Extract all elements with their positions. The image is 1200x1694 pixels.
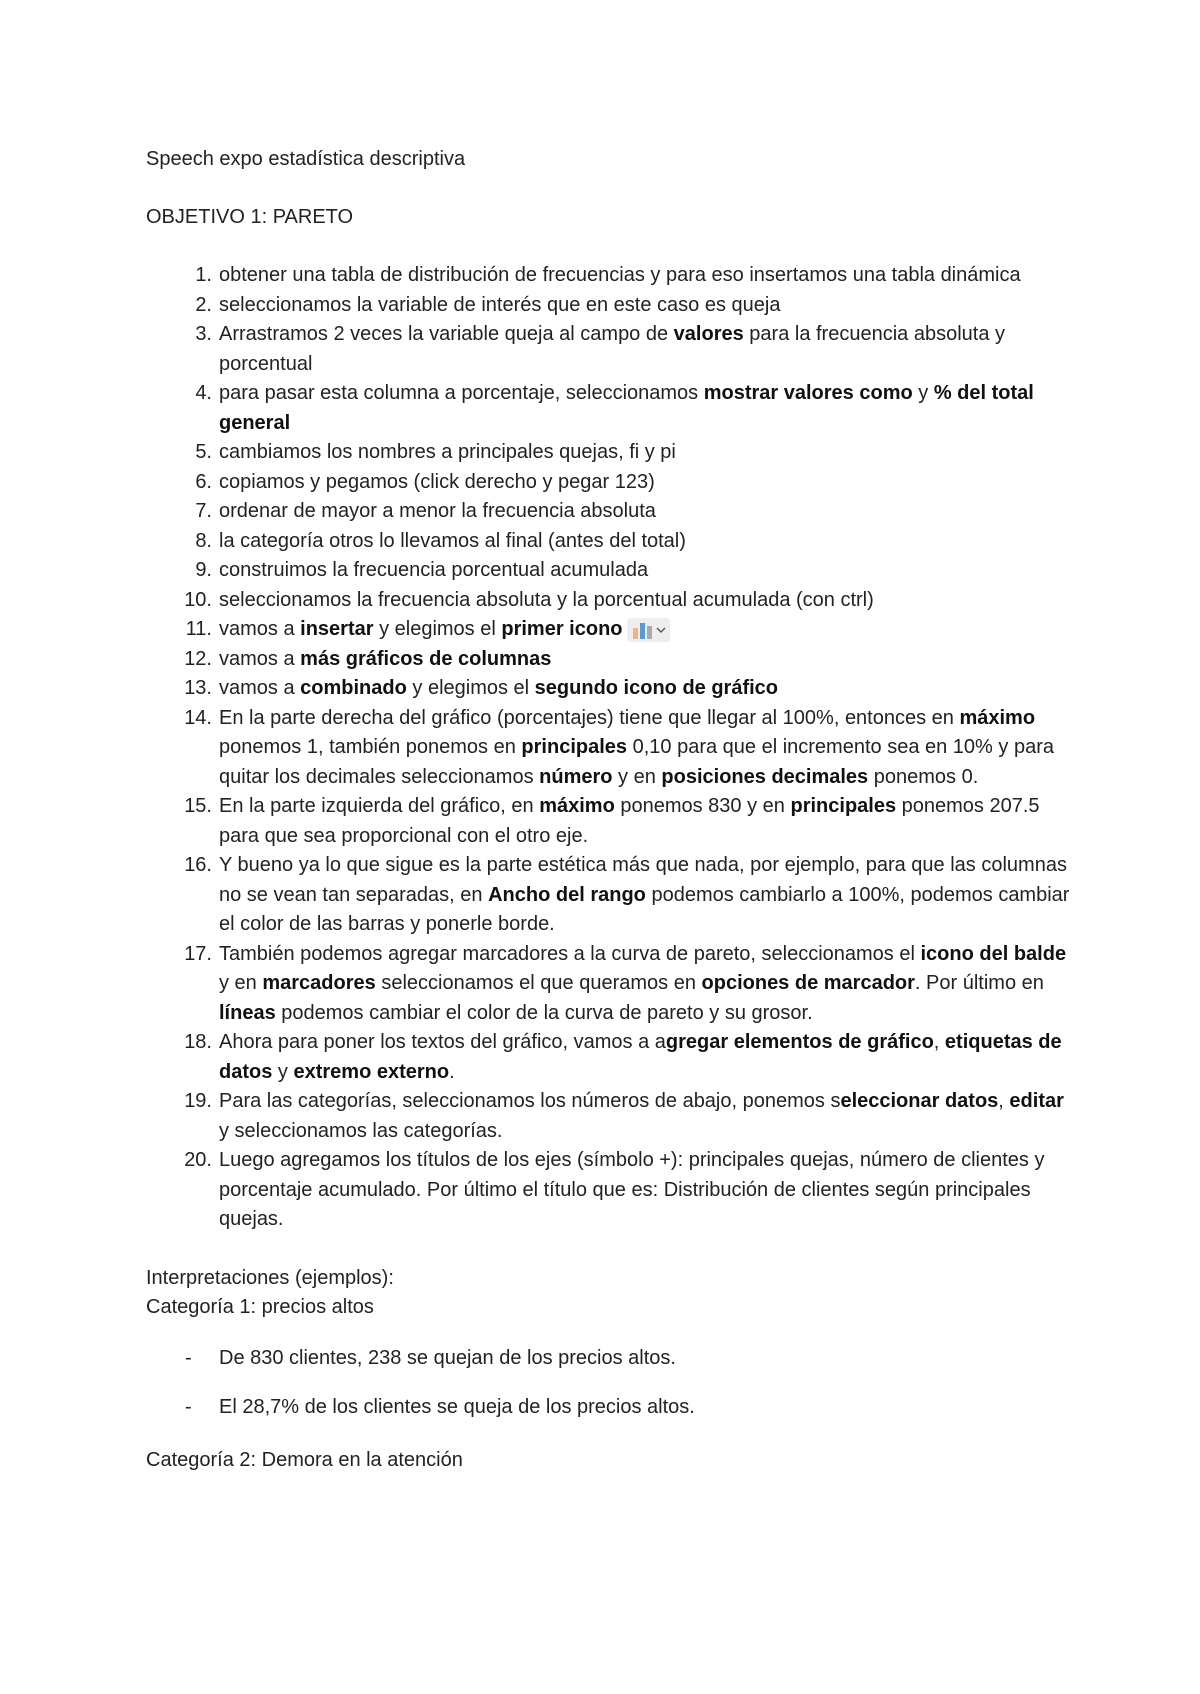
step-bold-text: % del total general — [219, 382, 1034, 434]
step-bold-text: Ancho del rango — [488, 883, 646, 906]
step-text: vamos a — [219, 677, 301, 699]
step-number: 14. — [184, 706, 212, 729]
step-text: y seleccionamos las categorías. — [219, 1119, 503, 1142]
step-text: ponemos 0. — [868, 765, 979, 788]
step-text: vamos a — [219, 647, 301, 670]
step-number: 1. — [195, 264, 212, 286]
bullet-text: El 28,7% de los clientes se queja de los precios altos. — [219, 1395, 695, 1418]
step-number: 11. — [185, 618, 212, 640]
column-chart-icon — [631, 621, 653, 639]
step-number: 18. — [184, 1031, 212, 1053]
step-bold-text: máximo — [959, 706, 1036, 729]
step-text: Ahora para poner los textos del gráfico, vamos a a — [219, 1031, 666, 1053]
step-bold-text: líneas — [219, 1001, 276, 1024]
step-bold-text: eleccionar datos — [840, 1090, 999, 1112]
step-bold-text: marcadores — [262, 972, 376, 994]
list-item — [146, 1344, 1076, 1373]
step-bold-text: principales — [521, 736, 628, 758]
step-item — [146, 704, 1076, 793]
step-text: 0,10 para que el incremento sea en 10% y para quitar los decimales seleccionamos — [219, 736, 1054, 788]
chevron-down-icon — [656, 626, 666, 634]
step-number: 2. — [195, 293, 212, 316]
step-item — [146, 586, 1076, 616]
step-number: 9. — [195, 559, 212, 581]
step-bold-text: posiciones decimales — [661, 765, 869, 788]
step-text: vamos a — [219, 618, 301, 640]
step-item — [146, 556, 1076, 586]
step-item — [146, 438, 1076, 468]
step-number: 15. — [184, 795, 212, 817]
step-bold-text: primer icono — [501, 618, 623, 640]
step-text: . — [449, 1060, 455, 1083]
step-text: cambiamos los nombres a principales quejas, fi y pi — [219, 441, 676, 463]
step-text: ponemos 830 y en — [614, 795, 791, 817]
insert-column-chart-button[interactable] — [627, 618, 670, 642]
step-number: 3. — [195, 323, 212, 345]
dash-bullet: - — [185, 1395, 192, 1418]
step-text: Para las categorías, seleccionamos los números de abajo, ponemos s — [219, 1090, 841, 1112]
step-text: Luego agregamos los títulos de los ejes (símbolo +): principales quejas, número de clientes y porcentaje acumulado. Por último el título que es: Distribución de clientes según principales quejas. — [219, 1149, 1045, 1230]
step-number: 12. — [184, 647, 212, 670]
step-text: , — [933, 1031, 945, 1053]
step-text: obtener una tabla de distribución de frecuencias y para eso insertamos una tabla dinámica — [219, 264, 1021, 286]
step-text: y — [272, 1060, 294, 1083]
step-text: . Por último en — [914, 972, 1044, 994]
step-item — [146, 674, 1076, 704]
document-content — [146, 145, 1076, 1475]
list-item — [146, 1393, 1076, 1422]
step-text: para pasar esta columna a porcentaje, seleccionamos — [219, 382, 704, 404]
dash-bullet: - — [185, 1346, 192, 1369]
step-bold-text: principales — [790, 795, 897, 817]
step-number: 19. — [184, 1090, 212, 1112]
step-text: y en — [219, 972, 263, 994]
step-number: 20. — [184, 1149, 212, 1171]
step-bold-text: valores — [673, 323, 744, 345]
step-text: seleccionamos el que queramos en — [375, 972, 702, 994]
step-item — [146, 379, 1076, 438]
step-bold-text: máximo — [539, 795, 615, 817]
step-bold-text: icono del balde — [920, 942, 1067, 965]
step-item — [146, 940, 1076, 1029]
interpretations-heading: Interpretaciones (ejemplos): — [146, 1266, 394, 1289]
step-text: También podemos agregar marcadores a la curva de pareto, seleccionamos el — [219, 942, 921, 965]
step-bold-text: más gráficos de columnas — [300, 647, 552, 670]
step-number: 4. — [195, 382, 212, 404]
step-item — [146, 1146, 1076, 1235]
step-text: y en — [612, 765, 662, 788]
step-item — [146, 497, 1076, 527]
step-item — [146, 468, 1076, 498]
step-bold-text: etiquetas de datos — [219, 1031, 1062, 1083]
step-text: seleccionamos la variable de interés que en este caso es queja — [219, 293, 781, 316]
step-text: copiamos y pegamos (click derecho y pegar 123) — [219, 470, 655, 493]
step-number: 8. — [195, 529, 212, 552]
step-bold-text: insertar — [300, 618, 374, 640]
step-item — [146, 1028, 1076, 1087]
step-bold-text: segundo icono de gráfico — [534, 677, 779, 699]
step-item — [146, 291, 1076, 321]
step-text: En la parte izquierda del gráfico, en — [219, 795, 540, 817]
step-text: podemos cambiar el color de la curva de pareto y su grosor. — [275, 1001, 813, 1024]
category-2-heading: Categoría 2: Demora en la atención — [146, 1448, 463, 1471]
step-number: 17. — [184, 942, 212, 965]
steps-list — [146, 261, 1076, 1235]
step-item — [146, 261, 1076, 291]
step-text: y — [912, 382, 934, 404]
step-text: seleccionamos la frecuencia absoluta y la porcentual acumulada (con ctrl) — [219, 588, 874, 611]
step-item — [146, 645, 1076, 675]
step-bold-text: número — [539, 765, 613, 788]
step-text: Y bueno ya lo que sigue es la parte estética más que nada, por ejemplo, para que las columnas no se vean tan separadas, en — [219, 854, 1067, 906]
step-text: para la frecuencia absoluta y porcentual — [219, 323, 1006, 375]
step-text: y elegimos el — [373, 618, 502, 640]
step-item — [146, 792, 1076, 851]
step-text: En la parte derecha del gráfico (porcentajes) tiene que llegar al 100%, entonces en — [219, 706, 960, 729]
step-text: y elegimos el — [406, 677, 535, 699]
step-item — [146, 1087, 1076, 1146]
step-text: Arrastramos 2 veces la variable queja al campo de — [219, 323, 674, 345]
step-bold-text: opciones de marcador — [701, 972, 915, 994]
step-item — [146, 615, 1076, 645]
step-number: 7. — [195, 500, 212, 522]
step-number: 10. — [184, 588, 212, 611]
category-1-heading: Categoría 1: precios altos — [146, 1295, 374, 1318]
document-title: Speech expo estadística descriptiva — [146, 148, 466, 170]
step-number: 5. — [195, 441, 212, 463]
step-bold-text: extremo externo — [293, 1060, 450, 1083]
step-text: , — [998, 1090, 1010, 1112]
step-text: la categoría otros lo llevamos al final (antes del total) — [219, 529, 686, 552]
step-text: ponemos 1, también ponemos en — [219, 736, 522, 758]
step-number: 16. — [184, 854, 212, 876]
step-text: podemos cambiarlo a 100%, podemos cambiar el color de las barras y ponerle borde. — [219, 883, 1070, 935]
step-item — [146, 527, 1076, 557]
step-bold-text: mostrar valores como — [703, 382, 913, 404]
objective-heading: OBJETIVO 1: PARETO — [146, 206, 354, 228]
step-item — [146, 851, 1076, 940]
step-bold-text: combinado — [300, 677, 407, 699]
step-text: ordenar de mayor a menor la frecuencia absoluta — [219, 500, 656, 522]
step-number: 6. — [195, 470, 212, 493]
step-bold-text: gregar elementos de gráfico — [665, 1031, 934, 1053]
step-number: 13. — [184, 677, 212, 699]
bullet-text: De 830 clientes, 238 se quejan de los precios altos. — [219, 1346, 676, 1369]
step-bold-text: editar — [1009, 1090, 1064, 1112]
step-item — [146, 320, 1076, 379]
step-text: ponemos 207.5 para que sea proporcional con el otro eje. — [219, 795, 1040, 847]
step-text: construimos la frecuencia porcentual acumulada — [219, 559, 649, 581]
interpretation-bullets — [146, 1344, 1076, 1422]
